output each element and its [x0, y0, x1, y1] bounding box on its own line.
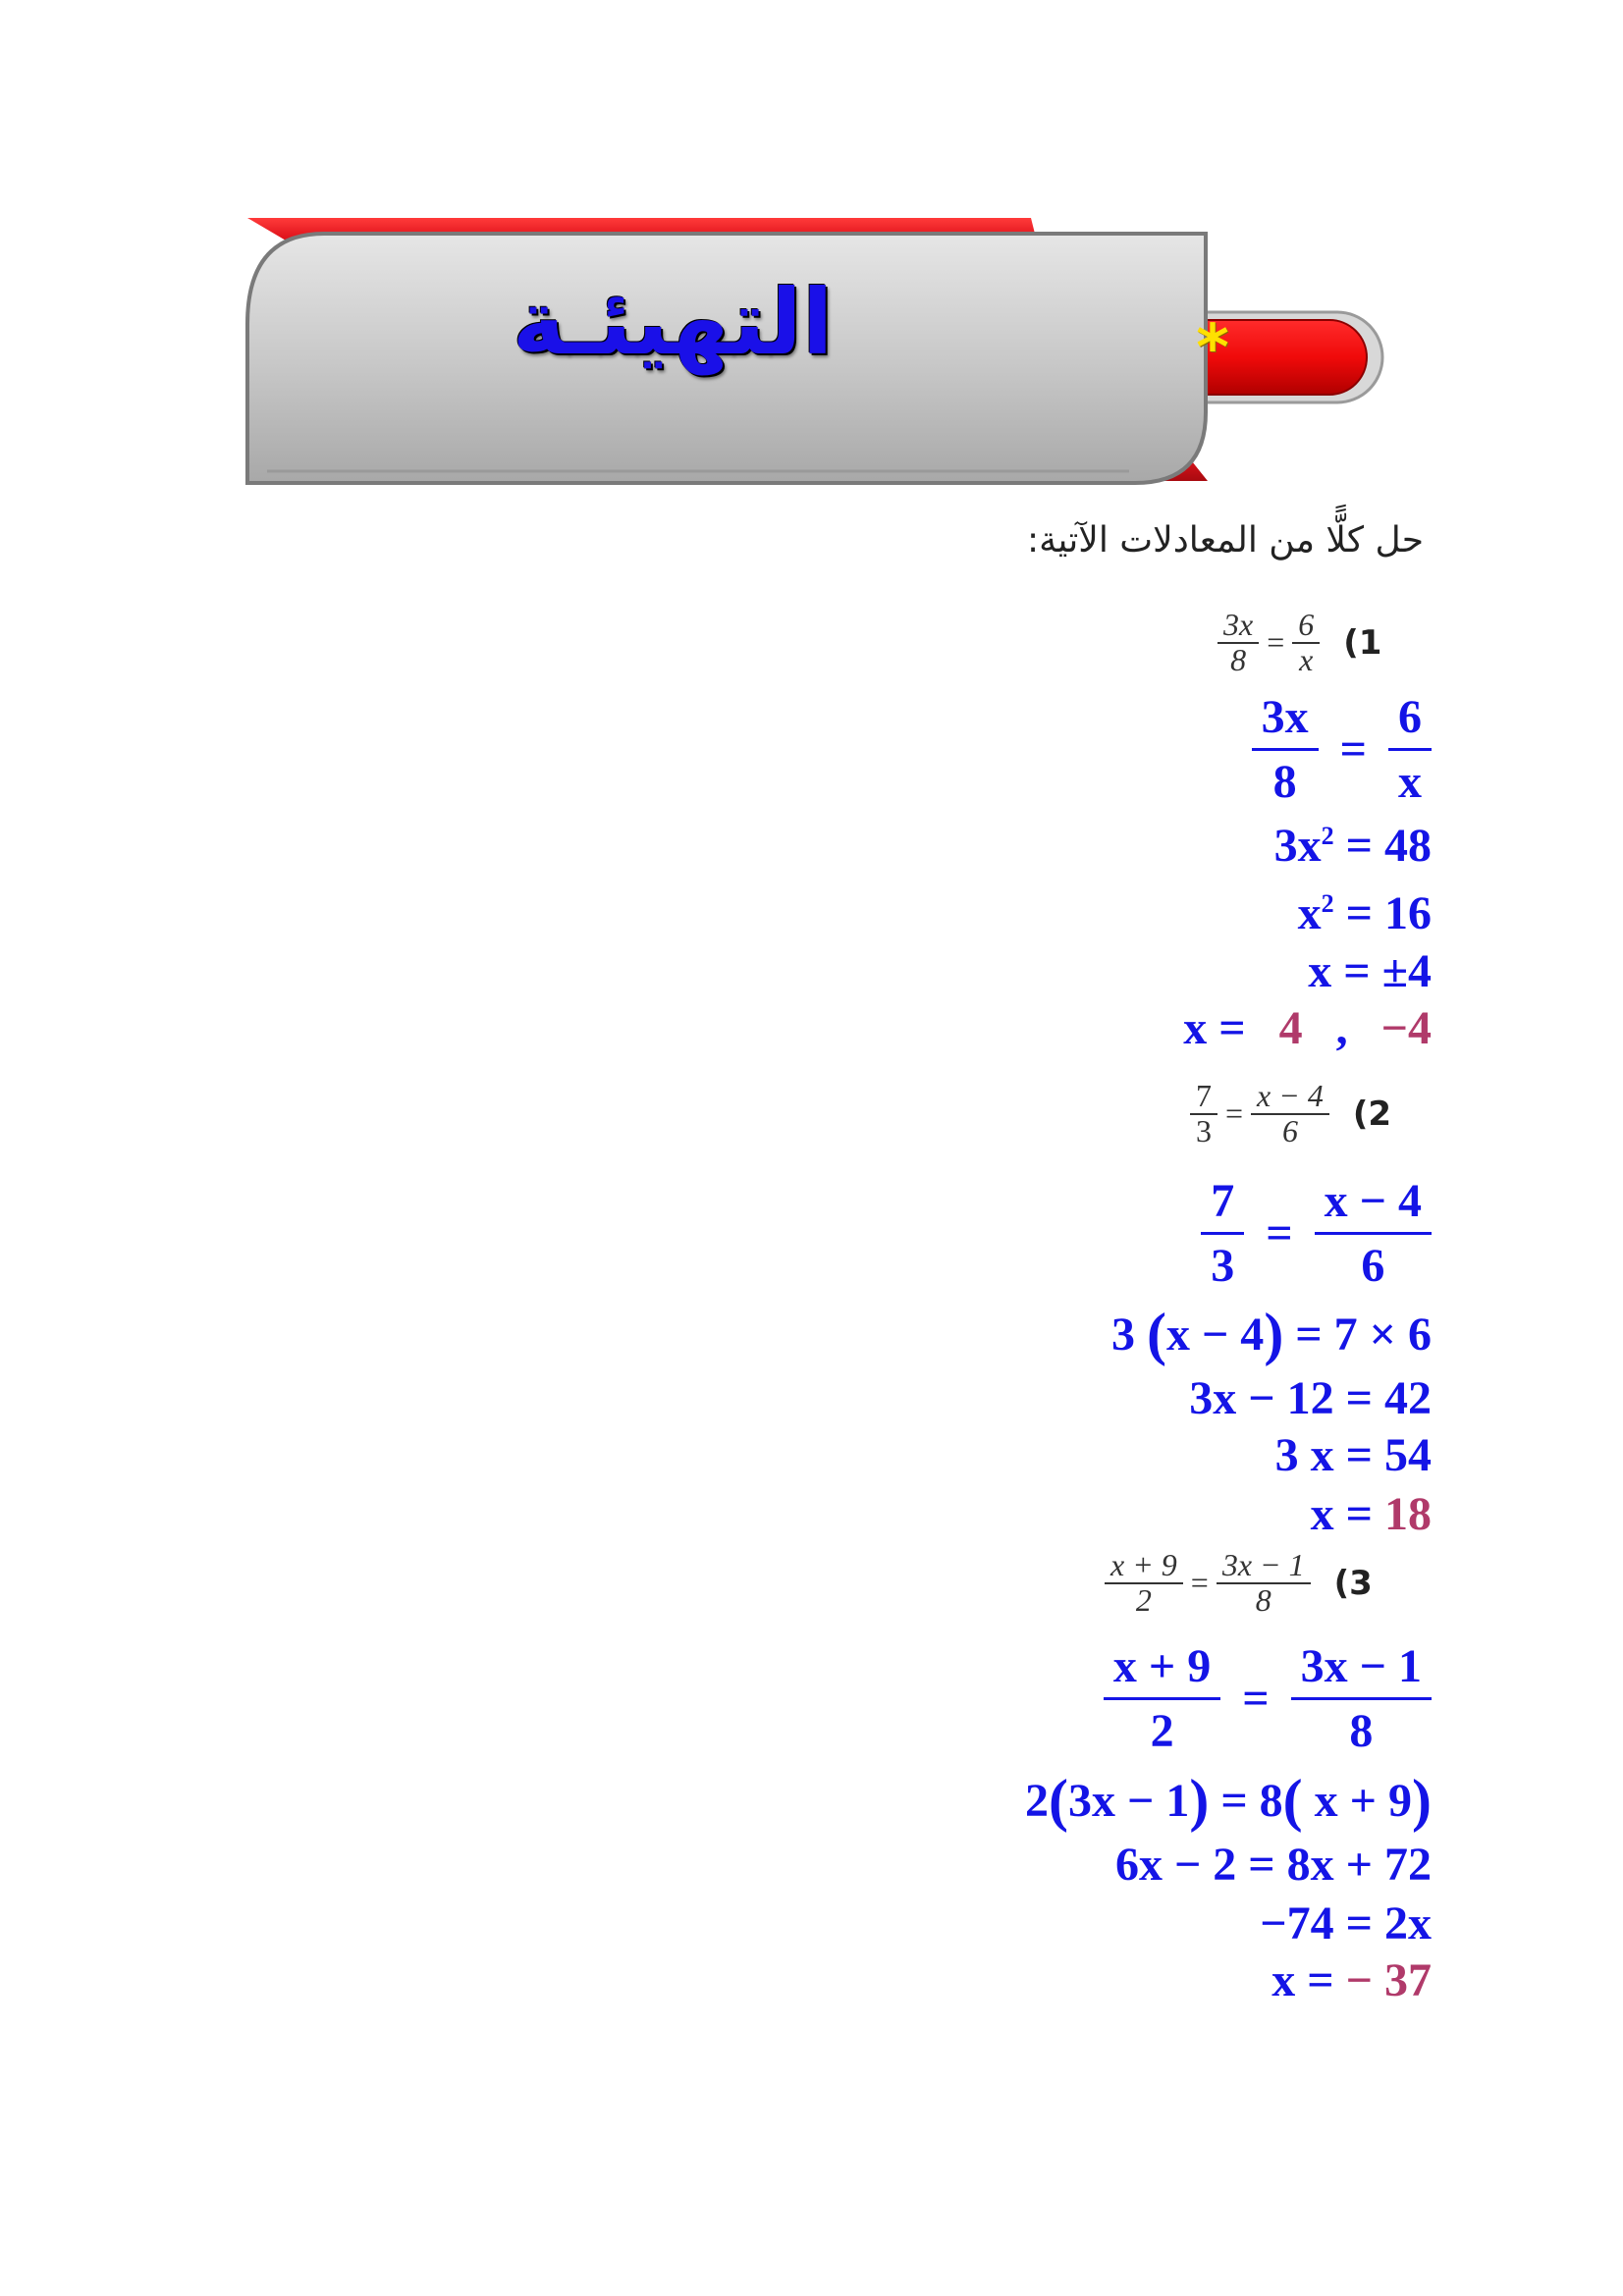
solution-2-step-2: 3 (x − 4) = 7 × 6 [1110, 1302, 1432, 1366]
problem-number: (3 [1333, 1563, 1373, 1603]
solution-1-answer: x = 4 , −4 [1183, 1002, 1432, 1054]
book-problem-3: $\frac{x + 9}{2}$ = $\frac{3x - 1}{8}$ (3 [1105, 1549, 1373, 1617]
banner-shape [0, 0, 1623, 510]
problem-number: (2 [1352, 1094, 1392, 1134]
book-problem-1: $\frac{3x}{8}$ = $\frac{6}{x}$ (1 [1217, 609, 1381, 676]
book-fraction-left: $\frac{7}{3}$ [1190, 1080, 1217, 1148]
solution-2-step-1: $\frac{7}{3}$ = $\frac{x - 4}{6}$ [1201, 1174, 1432, 1293]
instruction-text: حل كلًّا من المعادلات الآتية: [1026, 520, 1424, 561]
problem-number: (1 [1343, 622, 1382, 663]
solution-3-answer: x = − 37 [1271, 1954, 1432, 2006]
book-fraction-left: $\frac{x + 9}{2}$ [1105, 1549, 1183, 1617]
solution-1-step-2: $3x^2 = 48$ [1273, 820, 1432, 872]
section-banner [0, 0, 1623, 510]
star-icon: * [1196, 312, 1229, 385]
solution-3-step-3: 6x − 2 = 8x + 72 [1114, 1839, 1432, 1891]
solution-2-step-3: 3x − 12 = 42 [1189, 1372, 1432, 1424]
banner-title: التهيئـة [512, 270, 834, 375]
solution-3-step-2: 2(3x − 1) = 8( x + 9) [1024, 1768, 1432, 1833]
book-fraction-right: $\frac{3x - 1}{8}$ [1217, 1549, 1311, 1617]
solution-3-step-1: $\frac{x + 9}{2}$ = $\frac{3x - 1}{8}$ [1104, 1639, 1432, 1758]
solution-1-step-1: $\frac{3x}{8}$ = $\frac{6}{x}$ [1252, 690, 1432, 809]
book-fraction-left: $\frac{3x}{8}$ [1217, 609, 1259, 676]
book-fraction-right: $\frac{x - 4}{6}$ [1251, 1080, 1329, 1148]
solution-3-step-4: −74 = 2x [1260, 1897, 1432, 1949]
solution-2-answer: x = 18 [1310, 1488, 1432, 1540]
solution-1-step-4: x = ±4 [1308, 945, 1432, 997]
book-fraction-right: $\frac{6}{x}$ [1292, 609, 1320, 676]
solution-1-step-3: $x^2 = 16$ [1297, 887, 1432, 939]
book-problem-2: $\frac{7}{3}$ = $\frac{x - 4}{6}$ (2 [1190, 1080, 1391, 1148]
solution-2-step-4: 3 x = 54 [1274, 1429, 1432, 1481]
